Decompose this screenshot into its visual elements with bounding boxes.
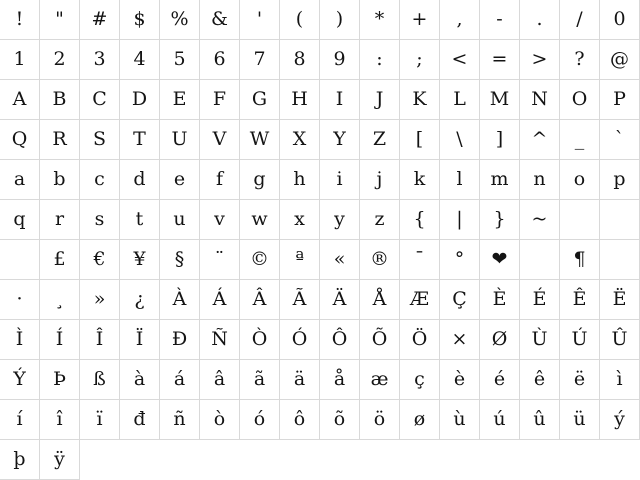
glyph-cell[interactable]: ç bbox=[400, 360, 440, 400]
glyph-cell-blank[interactable] bbox=[600, 200, 640, 240]
glyph-cell[interactable]: r bbox=[40, 200, 80, 240]
glyph-cell[interactable]: X bbox=[280, 120, 320, 160]
glyph-cell[interactable]: E bbox=[160, 80, 200, 120]
glyph-cell[interactable]: Í bbox=[40, 320, 80, 360]
glyph-cell[interactable]: Ì bbox=[0, 320, 40, 360]
glyph-cell[interactable]: à bbox=[120, 360, 160, 400]
glyph-cell[interactable]: ¯ bbox=[400, 240, 440, 280]
glyph-cell[interactable]: Î bbox=[80, 320, 120, 360]
glyph-cell[interactable]: 4 bbox=[120, 40, 160, 80]
glyph-cell[interactable]: § bbox=[160, 240, 200, 280]
glyph-cell[interactable]: h bbox=[280, 160, 320, 200]
glyph-cell-blank[interactable] bbox=[520, 240, 560, 280]
glyph-cell[interactable]: 3 bbox=[80, 40, 120, 80]
glyph-cell[interactable]: ì bbox=[600, 360, 640, 400]
glyph-cell[interactable]: ' bbox=[240, 0, 280, 40]
glyph-cell[interactable]: ¶ bbox=[560, 240, 600, 280]
glyph-cell[interactable]: $ bbox=[120, 0, 160, 40]
glyph-cell[interactable]: Ø bbox=[480, 320, 520, 360]
glyph-cell[interactable]: { bbox=[400, 200, 440, 240]
glyph-cell[interactable]: Þ bbox=[40, 360, 80, 400]
glyph-cell[interactable]: ª bbox=[280, 240, 320, 280]
glyph-cell[interactable]: Q bbox=[0, 120, 40, 160]
glyph-cell-empty bbox=[440, 440, 480, 480]
glyph-cell[interactable]: / bbox=[560, 0, 600, 40]
glyph-cell[interactable]: Ð bbox=[160, 320, 200, 360]
glyph-cell[interactable]: Ï bbox=[120, 320, 160, 360]
glyph-cell[interactable]: ° bbox=[440, 240, 480, 280]
glyph-cell[interactable]: Ë bbox=[600, 280, 640, 320]
glyph-cell[interactable]: « bbox=[320, 240, 360, 280]
glyph-cell[interactable]: : bbox=[360, 40, 400, 80]
glyph-cell[interactable]: # bbox=[80, 0, 120, 40]
glyph-cell[interactable]: [ bbox=[400, 120, 440, 160]
glyph-cell[interactable]: o bbox=[560, 160, 600, 200]
glyph-cell[interactable]: m bbox=[480, 160, 520, 200]
glyph-cell[interactable]: L bbox=[440, 80, 480, 120]
glyph-cell[interactable]: å bbox=[320, 360, 360, 400]
glyph-cell[interactable]: è bbox=[440, 360, 480, 400]
glyph-cell[interactable]: v bbox=[200, 200, 240, 240]
glyph-cell[interactable]: Å bbox=[360, 280, 400, 320]
glyph-cell[interactable]: ` bbox=[600, 120, 640, 160]
glyph-cell[interactable]: Ô bbox=[320, 320, 360, 360]
glyph-cell[interactable]: ó bbox=[240, 400, 280, 440]
glyph-cell-blank[interactable] bbox=[0, 240, 40, 280]
glyph-cell[interactable]: ô bbox=[280, 400, 320, 440]
glyph-cell-blank[interactable] bbox=[560, 200, 600, 240]
glyph-cell[interactable]: d bbox=[120, 160, 160, 200]
glyph-cell[interactable]: á bbox=[160, 360, 200, 400]
glyph-cell[interactable]: x bbox=[280, 200, 320, 240]
glyph-cell[interactable]: u bbox=[160, 200, 200, 240]
glyph-cell-empty bbox=[320, 440, 360, 480]
glyph-cell[interactable]: · bbox=[0, 280, 40, 320]
glyph-cell[interactable]: â bbox=[200, 360, 240, 400]
glyph-cell[interactable]: ^ bbox=[520, 120, 560, 160]
glyph-cell[interactable]: Ó bbox=[280, 320, 320, 360]
glyph-cell[interactable]: q bbox=[0, 200, 40, 240]
glyph-cell[interactable]: M bbox=[480, 80, 520, 120]
glyph-cell[interactable]: J bbox=[360, 80, 400, 120]
glyph-cell[interactable]: È bbox=[480, 280, 520, 320]
glyph-cell[interactable]: Á bbox=[200, 280, 240, 320]
glyph-cell[interactable]: Ç bbox=[440, 280, 480, 320]
glyph-cell[interactable]: T bbox=[120, 120, 160, 160]
glyph-cell[interactable]: Ò bbox=[240, 320, 280, 360]
glyph-cell[interactable]: N bbox=[520, 80, 560, 120]
glyph-cell[interactable]: w bbox=[240, 200, 280, 240]
glyph-cell[interactable]: ù bbox=[440, 400, 480, 440]
glyph-cell[interactable]: . bbox=[520, 0, 560, 40]
glyph-cell-empty bbox=[520, 440, 560, 480]
glyph-cell[interactable]: Ê bbox=[560, 280, 600, 320]
glyph-cell[interactable]: t bbox=[120, 200, 160, 240]
glyph-cell[interactable]: ÿ bbox=[40, 440, 80, 480]
glyph-cell[interactable]: 6 bbox=[200, 40, 240, 80]
glyph-cell[interactable]: ¥ bbox=[120, 240, 160, 280]
glyph-cell[interactable]: 0 bbox=[600, 0, 640, 40]
glyph-cell[interactable]: W bbox=[240, 120, 280, 160]
glyph-cell[interactable]: " bbox=[40, 0, 80, 40]
glyph-cell[interactable]: ❤ bbox=[480, 240, 520, 280]
glyph-cell[interactable]: ü bbox=[560, 400, 600, 440]
glyph-cell[interactable]: % bbox=[160, 0, 200, 40]
glyph-cell[interactable]: 8 bbox=[280, 40, 320, 80]
glyph-cell[interactable]: ø bbox=[400, 400, 440, 440]
glyph-cell-empty bbox=[280, 440, 320, 480]
glyph-cell[interactable]: i bbox=[320, 160, 360, 200]
glyph-cell[interactable]: Ö bbox=[400, 320, 440, 360]
glyph-cell[interactable]: G bbox=[240, 80, 280, 120]
glyph-cell[interactable]: Ý bbox=[0, 360, 40, 400]
glyph-cell[interactable]: a bbox=[0, 160, 40, 200]
glyph-cell[interactable]: ; bbox=[400, 40, 440, 80]
glyph-cell[interactable]: c bbox=[80, 160, 120, 200]
glyph-cell[interactable]: đ bbox=[120, 400, 160, 440]
glyph-cell[interactable]: Â bbox=[240, 280, 280, 320]
glyph-cell[interactable]: > bbox=[520, 40, 560, 80]
glyph-cell[interactable]: H bbox=[280, 80, 320, 120]
glyph-cell[interactable]: » bbox=[80, 280, 120, 320]
glyph-cell[interactable]: g bbox=[240, 160, 280, 200]
glyph-cell[interactable]: í bbox=[0, 400, 40, 440]
glyph-cell[interactable]: F bbox=[200, 80, 240, 120]
glyph-cell[interactable]: Û bbox=[600, 320, 640, 360]
glyph-cell[interactable]: æ bbox=[360, 360, 400, 400]
glyph-cell[interactable]: = bbox=[480, 40, 520, 80]
glyph-cell[interactable]: f bbox=[200, 160, 240, 200]
glyph-cell[interactable]: @ bbox=[600, 40, 640, 80]
glyph-cell[interactable]: V bbox=[200, 120, 240, 160]
glyph-cell-empty bbox=[200, 440, 240, 480]
glyph-cell-blank[interactable] bbox=[600, 240, 640, 280]
glyph-cell[interactable]: é bbox=[480, 360, 520, 400]
glyph-cell[interactable]: õ bbox=[320, 400, 360, 440]
glyph-cell[interactable]: | bbox=[440, 200, 480, 240]
glyph-cell[interactable]: D bbox=[120, 80, 160, 120]
glyph-cell[interactable]: 5 bbox=[160, 40, 200, 80]
glyph-cell[interactable]: ¿ bbox=[120, 280, 160, 320]
glyph-cell[interactable]: p bbox=[600, 160, 640, 200]
glyph-cell[interactable]: & bbox=[200, 0, 240, 40]
glyph-cell[interactable]: s bbox=[80, 200, 120, 240]
glyph-cell[interactable]: É bbox=[520, 280, 560, 320]
glyph-cell[interactable]: \ bbox=[440, 120, 480, 160]
glyph-cell-empty bbox=[360, 440, 400, 480]
glyph-cell[interactable]: þ bbox=[0, 440, 40, 480]
glyph-cell-empty bbox=[600, 440, 640, 480]
glyph-cell[interactable]: B bbox=[40, 80, 80, 120]
glyph-cell[interactable]: Y bbox=[320, 120, 360, 160]
glyph-cell[interactable]: U bbox=[160, 120, 200, 160]
glyph-cell[interactable]: ¸ bbox=[40, 280, 80, 320]
glyph-cell[interactable]: ( bbox=[280, 0, 320, 40]
glyph-cell[interactable]: Ñ bbox=[200, 320, 240, 360]
glyph-cell[interactable]: b bbox=[40, 160, 80, 200]
glyph-cell[interactable]: î bbox=[40, 400, 80, 440]
glyph-cell[interactable]: 2 bbox=[40, 40, 80, 80]
glyph-cell[interactable]: £ bbox=[40, 240, 80, 280]
glyph-cell[interactable]: ï bbox=[80, 400, 120, 440]
glyph-cell[interactable]: < bbox=[440, 40, 480, 80]
glyph-cell[interactable]: z bbox=[360, 200, 400, 240]
glyph-cell[interactable]: ò bbox=[200, 400, 240, 440]
glyph-cell-empty bbox=[560, 440, 600, 480]
glyph-cell[interactable]: e bbox=[160, 160, 200, 200]
glyph-cell[interactable]: , bbox=[440, 0, 480, 40]
glyph-cell[interactable]: _ bbox=[560, 120, 600, 160]
glyph-cell-empty bbox=[240, 440, 280, 480]
glyph-cell-empty bbox=[120, 440, 160, 480]
glyph-cell[interactable]: ~ bbox=[520, 200, 560, 240]
glyph-cell[interactable]: € bbox=[80, 240, 120, 280]
glyph-cell[interactable]: + bbox=[400, 0, 440, 40]
glyph-cell[interactable]: ! bbox=[0, 0, 40, 40]
glyph-cell[interactable]: ä bbox=[280, 360, 320, 400]
glyph-cell[interactable]: * bbox=[360, 0, 400, 40]
glyph-cell[interactable]: j bbox=[360, 160, 400, 200]
glyph-cell[interactable]: Ã bbox=[280, 280, 320, 320]
glyph-cell[interactable]: I bbox=[320, 80, 360, 120]
glyph-cell[interactable]: ) bbox=[320, 0, 360, 40]
glyph-cell[interactable]: k bbox=[400, 160, 440, 200]
glyph-cell[interactable]: ê bbox=[520, 360, 560, 400]
glyph-cell[interactable]: × bbox=[440, 320, 480, 360]
glyph-cell[interactable]: 9 bbox=[320, 40, 360, 80]
glyph-cell[interactable]: Õ bbox=[360, 320, 400, 360]
glyph-cell[interactable]: n bbox=[520, 160, 560, 200]
glyph-cell[interactable]: Ù bbox=[520, 320, 560, 360]
glyph-cell[interactable]: P bbox=[600, 80, 640, 120]
glyph-cell[interactable]: ý bbox=[600, 400, 640, 440]
glyph-cell-empty bbox=[480, 440, 520, 480]
glyph-cell[interactable]: ö bbox=[360, 400, 400, 440]
glyph-cell[interactable]: A bbox=[0, 80, 40, 120]
glyph-cell[interactable]: y bbox=[320, 200, 360, 240]
glyph-cell[interactable]: C bbox=[80, 80, 120, 120]
glyph-cell[interactable]: } bbox=[480, 200, 520, 240]
glyph-cell[interactable]: ® bbox=[360, 240, 400, 280]
glyph-cell[interactable]: ñ bbox=[160, 400, 200, 440]
glyph-cell-empty bbox=[80, 440, 120, 480]
glyph-cell[interactable]: K bbox=[400, 80, 440, 120]
glyph-cell[interactable]: Z bbox=[360, 120, 400, 160]
glyph-cell[interactable]: 7 bbox=[240, 40, 280, 80]
glyph-cell[interactable]: 1 bbox=[0, 40, 40, 80]
glyph-cell[interactable]: Ú bbox=[560, 320, 600, 360]
glyph-cell[interactable]: Æ bbox=[400, 280, 440, 320]
glyph-cell[interactable]: © bbox=[240, 240, 280, 280]
glyph-cell[interactable]: û bbox=[520, 400, 560, 440]
glyph-cell[interactable]: ú bbox=[480, 400, 520, 440]
glyph-cell[interactable]: - bbox=[480, 0, 520, 40]
glyph-cell[interactable]: ] bbox=[480, 120, 520, 160]
glyph-cell[interactable]: Ä bbox=[320, 280, 360, 320]
glyph-cell[interactable]: O bbox=[560, 80, 600, 120]
glyph-cell-empty bbox=[160, 440, 200, 480]
glyph-cell[interactable]: À bbox=[160, 280, 200, 320]
glyph-cell[interactable]: ¨ bbox=[200, 240, 240, 280]
glyph-cell[interactable]: l bbox=[440, 160, 480, 200]
glyph-cell-empty bbox=[400, 440, 440, 480]
glyph-cell[interactable]: R bbox=[40, 120, 80, 160]
glyph-cell[interactable]: S bbox=[80, 120, 120, 160]
glyph-cell[interactable]: ? bbox=[560, 40, 600, 80]
glyph-cell[interactable]: ë bbox=[560, 360, 600, 400]
glyph-cell[interactable]: ã bbox=[240, 360, 280, 400]
glyph-cell[interactable]: ß bbox=[80, 360, 120, 400]
